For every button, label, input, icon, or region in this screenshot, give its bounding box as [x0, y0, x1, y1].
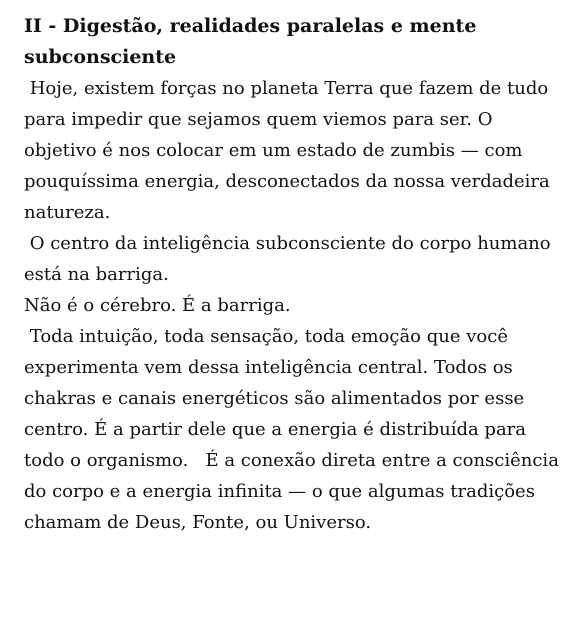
paragraph-intuition: Toda intuição, toda sensação, toda emoção que você experimenta vem dessa inteligência central. Todos os chakras e canais energéticos são alimentados por esse centro. É a partir dele que a energia é distribuída para todo o organismo. É a conexão direta entre a consciência do corpo e a energia infinita — o que algumas tradições chamam de Deus, Fonte, ou Universo. — [24, 326, 565, 533]
paragraph-forces: Hoje, existem forças no planeta Terra que fazem de tudo para impedir que sejamos quem viemos para ser. O objetivo é nos colocar em um estado de zumbis — com pouquíssima energia, desconectados da nossa verdadeira natureza. — [24, 78, 556, 223]
paragraph-subconscious-center: O centro da inteligência subconsciente do corpo humano está na barriga. — [24, 233, 557, 285]
paragraph-not-brain: Não é o cérebro. É a barriga. — [24, 295, 291, 316]
section-heading: II - Digestão, realidades paralelas e mente subconsciente — [24, 15, 477, 68]
